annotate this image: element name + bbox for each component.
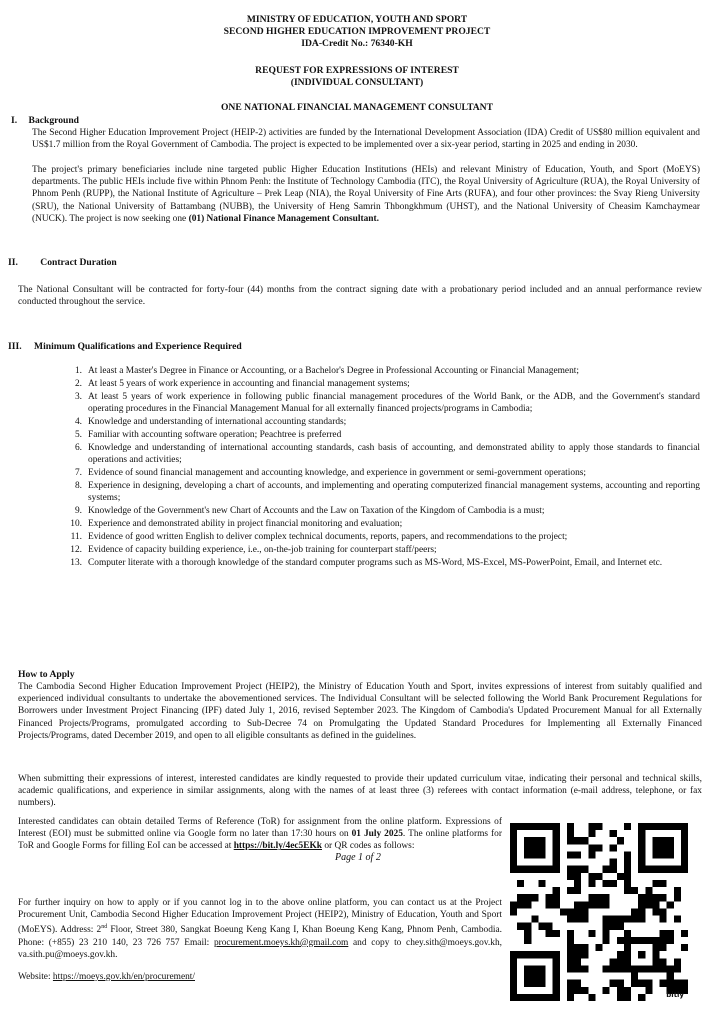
background-paragraph-2 [32, 164, 700, 225]
qualification-number: 1. [74, 366, 82, 376]
request-title-line1: REQUEST FOR EXPRESSIONS OF INTEREST [255, 65, 459, 76]
contract-paragraph: The National Consultant will be contracted for forty-four (44) months from the contract signing date with a probationary period included and an annual performance review conducted throughout the service. [18, 285, 702, 308]
qualifications-list [64, 365, 700, 570]
qualification-text: Evidence of sound financial management and accounting knowledge, and experience in government or semi-government operations; [88, 468, 587, 478]
qualification-item [64, 505, 700, 517]
apply-paragraph-3 [18, 816, 502, 853]
deadline-date: 01 July 2025 [351, 829, 403, 840]
qualification-number: 12. [70, 545, 82, 555]
contact-text: and copy to [348, 937, 407, 948]
qualification-text: Experience in designing, developing a chart of accounts, and implementing and operating computerized financial management systems, accounting and reporting systems; [88, 481, 700, 503]
section-title: Contract Duration [40, 257, 117, 268]
qualification-item [64, 416, 700, 428]
apply-paragraph-2: When submitting their expressions of interest, interested candidates are kindly requested to provide their updated curriculum vitae, indicating their personal and technical skills, academic qualifications, and experience in similar assignments, along with the names of at least three (3) referees with contact information (e-mail address, telephone, or fax numbers). [18, 774, 702, 809]
position-title: ONE NATIONAL FINANCIAL MANAGEMENT CONSULTANT [220, 102, 494, 113]
qualification-text: At least 5 years of work experience in accounting and financial management systems; [88, 379, 410, 389]
website-link[interactable]: https://moeys.gov.kh/en/procurement/ [52, 972, 195, 982]
qualification-text: Evidence of good written English to deliver complex technical documents, reports, papers, and recommendations to the project; [88, 532, 568, 542]
section-qualifications-heading [8, 341, 242, 352]
qualification-item [64, 365, 700, 377]
qualification-text: Experience and demonstrated ability in project financial monitoring and evaluation; [88, 519, 403, 529]
section-number: II. [8, 257, 18, 268]
contact-text: For further inquiry on how to apply or if you cannot log in to the above online platform, you can contact us at the Project Procurement Unit, Cambodia Second Higher Education Improvement Project (HEIP2), Ministry of Education, Youth and Sport (MoEYS). Address: 2 [18, 898, 502, 936]
apply-text: or QR codes as follows: [322, 841, 415, 852]
qr-code-icon [510, 823, 688, 1001]
background-paragraph-2-text: The project's primary beneficiaries include nine targeted public Higher Education Institutions (HEIs) and relevant Ministry of Education, Youth, and Sport (MoEYS) departments. The public HEIs include five within Phnom Penh: the Institute of Technology Cambodia (ITC), the Royal University of Agriculture (RUA), the Royal University of Phnom Penh (RUPP), the National Institute of Agriculture – Prek Leap (NIA), the Royal University of Fine Arts (RUFA), and four other provinces: the Svay Rieng University (SRU), the National University of Battambang (NUBB), the University of Heng Samrin Thbongkhmum (UHST), and the National University of Cheasim Kamchaymear (NUCK). The project is now seeking one [32, 165, 700, 224]
qualification-number: 2. [74, 379, 82, 389]
qualification-item [64, 557, 700, 569]
qualification-text: Computer literate with a thorough knowledge of the standard computer programs such as MS-Word, MS-Excel, MS-PowerPoint, Email, and Internet etc. [88, 558, 663, 568]
section-title: Minimum Qualifications and Experience Required [34, 341, 242, 352]
qualification-item [64, 531, 700, 543]
qualification-text: Familiar with accounting software operation; Peachtree is preferred [88, 430, 342, 440]
qualification-text: Knowledge of the Government's new Chart of Accounts and the Law on Taxation of the Kingdom of Cambodia is a must; [88, 506, 545, 516]
section-contract-heading [8, 257, 117, 268]
qualification-number: 10. [70, 519, 82, 529]
contact-text: . [115, 949, 118, 960]
qualification-text: Knowledge and understanding of international accounting standards; [88, 417, 347, 427]
qualification-text: Evidence of capacity building experience, i.e., on-the-job training for counterpart staff/peers; [88, 545, 437, 555]
document-header [0, 14, 714, 50]
credit-number: IDA-Credit No.: 76340-KH [301, 38, 413, 49]
page-number: Page 1 of 2 [335, 852, 381, 863]
apply-text: Interested candidates can obtain detailed Terms of Reference (ToR) for assignment from the online platform. Expressions of Interest (EOI) must be submitted online via Google form no later than 17:30 hours on [18, 817, 502, 840]
qualification-item [64, 518, 700, 530]
qualification-text: At least 5 years of work experience in following public financial management procedures of the World Bank, or the ADB, and the Government's standard operating procedures in the Financial Management Manual for all externally financed projects/programs in Cambodia; [88, 392, 700, 414]
qualification-number: 11. [70, 532, 82, 542]
background-paragraph-1: The Second Higher Education Improvement Project (HEIP-2) activities are funded by the International Development Association (IDA) Credit of US$80 million equivalent and US$1.7 million from the Royal Government of Cambodia. The project is expected to be implemented over a six-year period, starting in 2025 and ending in 2030. [32, 128, 700, 151]
qualification-number: 5. [74, 430, 82, 440]
how-to-apply-heading: How to Apply [18, 669, 75, 680]
qualification-number: 7. [74, 468, 82, 478]
email-link-va[interactable]: va.sith.pu@moeys.gov.kh [18, 949, 116, 960]
project-name: SECOND HIGHER EDUCATION IMPROVEMENT PROJECT [223, 26, 491, 37]
qualification-item [64, 480, 700, 504]
section-background-heading [11, 115, 79, 126]
qualification-item [64, 544, 700, 556]
ministry-name: MINISTRY OF EDUCATION, YOUTH AND SPORT [246, 14, 468, 25]
request-title [0, 65, 714, 89]
section-title: Background [28, 115, 80, 126]
qualification-item [64, 391, 700, 415]
section-number: I. [11, 115, 18, 126]
request-title-line2: (INDIVIDUAL CONSULTANT) [290, 77, 424, 88]
contact-text: , [499, 937, 502, 948]
consultant-count: (01) National Finance Management Consultant. [188, 213, 379, 224]
apply-text: . The online platforms for ToR and Google Forms for filling EoI can be accessed at [18, 829, 502, 852]
ordinal-suffix: nd [101, 924, 108, 931]
contact-text: Floor, Street 380, Sangkat Boeung Keng Kang I, Khan Boeung Keng Kang, Phnom Penh, Cambodia. Phone: (+855) 23 210 140, 23 726 757 Email: [18, 925, 502, 948]
qualification-text: Knowledge and understanding of international accounting standards, cash basis of accounting, and demonstrated ability to apply those standards to financial operations and activities; [88, 443, 700, 465]
email-link-chey[interactable]: chey.sith@moeys.gov.kh [406, 937, 500, 948]
qualification-item [64, 429, 700, 441]
qualification-number: 3. [74, 392, 82, 402]
apply-paragraph-1: The Cambodia Second Higher Education Improvement Project (HEIP2), the Ministry of Education Youth and Sport, invites expressions of interest from suitably qualified and experienced individual consultants to undertake the abovementioned services. The Individual Consultant will be selected following the World Bank Procurement Regulations for Borrowers under Investment Project Financing (IPF) dated July 1, 2016, revised September 2023. The Kingdom of Cambodia's Updated Procurement Manual for all Externally Financed Projects/Programs, promulgated according to Sub-Decree 74 on Promulgating the Updated Standard Procedures for Implementing all Externally Financed Projects/Programs, dated December 2019, and open to all eligible consultants as defined in the guidelines. [18, 682, 702, 741]
qualification-number: 9. [74, 506, 82, 516]
qr-code[interactable] [510, 823, 688, 1001]
website-line [18, 971, 502, 983]
qualification-number: 13. [70, 558, 82, 568]
tor-link[interactable]: https://bit.ly/4ec5EKk [233, 841, 322, 852]
apply-paragraph-4 [18, 897, 502, 961]
website-label: Website: [18, 972, 53, 982]
qualification-item [64, 442, 700, 466]
qualification-item [64, 378, 700, 390]
qualification-item [64, 467, 700, 479]
email-link-procurement[interactable]: procurement.moeys.kh@gmail.com [213, 937, 349, 948]
qualification-number: 4. [74, 417, 82, 427]
bitly-logo: bitly [666, 991, 684, 999]
section-number: III. [8, 341, 22, 352]
qualification-text: At least a Master's Degree in Finance or Accounting, or a Bachelor's Degree in Professional Accounting or Financial Management; [88, 366, 579, 376]
qualification-number: 8. [74, 481, 82, 491]
qualification-number: 6. [74, 443, 82, 453]
